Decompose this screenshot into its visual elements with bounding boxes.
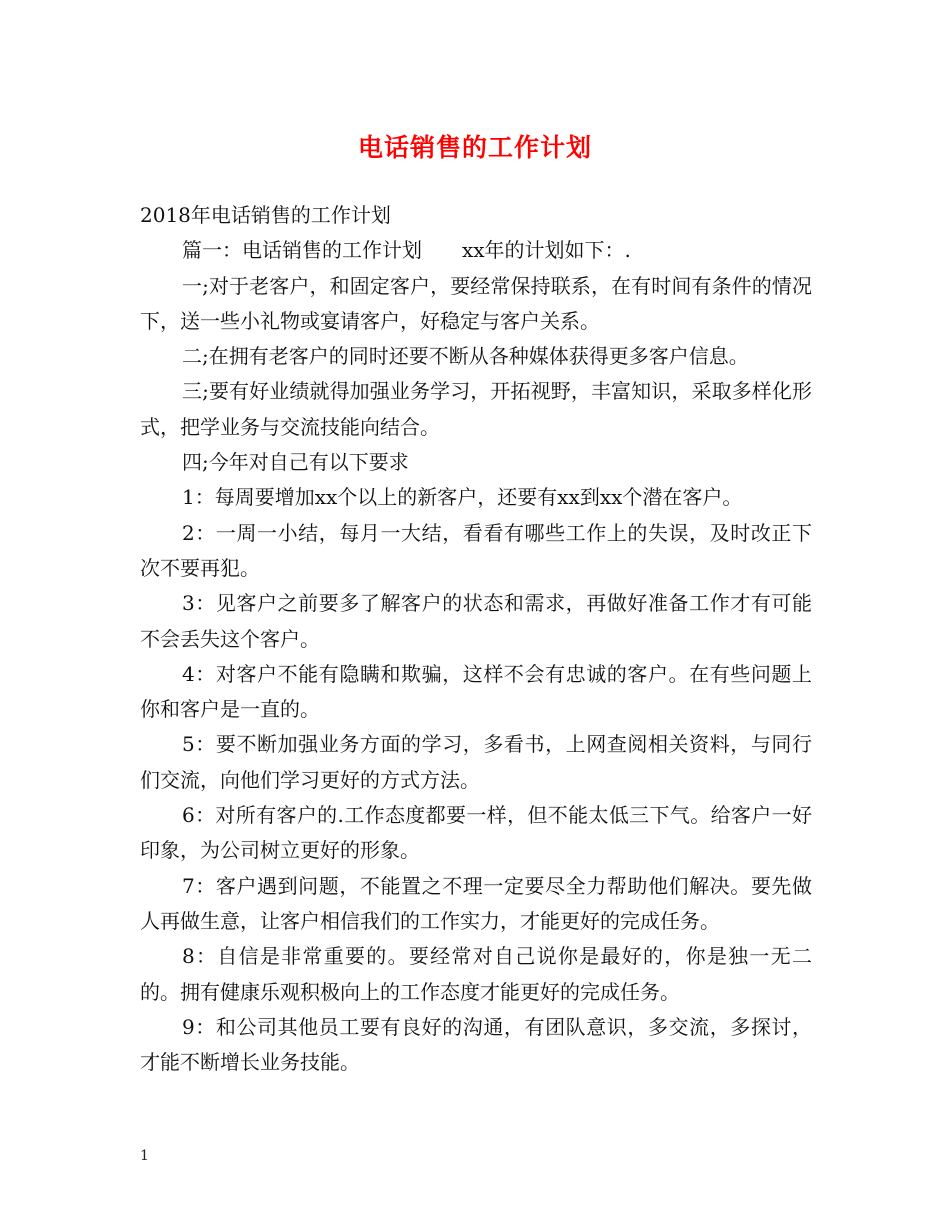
document-body — [140, 198, 812, 1080]
paragraph: 二;在拥有老客户的同时还要不断从各种媒体获得更多客户信息。 — [182, 344, 749, 369]
document-title: 电话销售的工作计划 — [357, 133, 592, 162]
paragraph: 7：客户遇到问题，不能置之不理一定要尽全力帮助他们解决。要先做人再做生意，让客户相信我们的工作实力，才能更好的完成任务。 — [140, 873, 812, 933]
paragraph: 6：对所有客户的.工作态度都要一样，但不能太低三下气。给客户一好印象，为公司树立更好的形象。 — [140, 803, 812, 863]
paragraph: 四;今年对自己有以下要求 — [182, 450, 409, 475]
paragraph: 三;要有好业绩就得加强业务学习，开拓视野，丰富知识，采取多样化形式，把学业务与交流技能向结合。 — [140, 379, 812, 439]
paragraph: 4：对客户不能有隐瞒和欺骗，这样不会有忠诚的客户。在有些问题上你和客户是一直的。 — [140, 661, 812, 722]
paragraph: 9：和公司其他员工要有良好的沟通，有团队意识，多交流，多探讨，才能不断增长业务技能。 — [140, 1014, 812, 1075]
page-number: 1 — [140, 1148, 149, 1164]
paragraph: 2：一周一小结，每月一大结，看看有哪些工作上的失误，及时改正下次不要再犯。 — [140, 520, 812, 580]
paragraph: 1：每周要增加xx个以上的新客户，还要有xx到xx个潜在客户。 — [182, 485, 743, 510]
paragraph: 篇一：电话销售的工作计划 xx年的计划如下：. — [182, 238, 631, 263]
paragraph: 2018年电话销售的工作计划 — [140, 203, 391, 227]
paragraph: 一;对于老客户，和固定客户，要经常保持联系，在有时间有条件的情况下，送一些小礼物或宴请客户，好稳定与客户关系。 — [140, 273, 812, 333]
paragraph: 5：要不断加强业务方面的学习，多看书，上网查阅相关资料，与同行们交流，向他们学习更好的方式方法。 — [140, 732, 812, 792]
paragraph: 3：见客户之前要多了解客户的状态和需求，再做好准备工作才有可能不会丢失这个客户。 — [140, 591, 812, 651]
paragraph: 8：自信是非常重要的。要经常对自己说你是最好的，你是独一无二的。拥有健康乐观积极向上的工作态度才能更好的完成任务。 — [140, 944, 812, 1004]
